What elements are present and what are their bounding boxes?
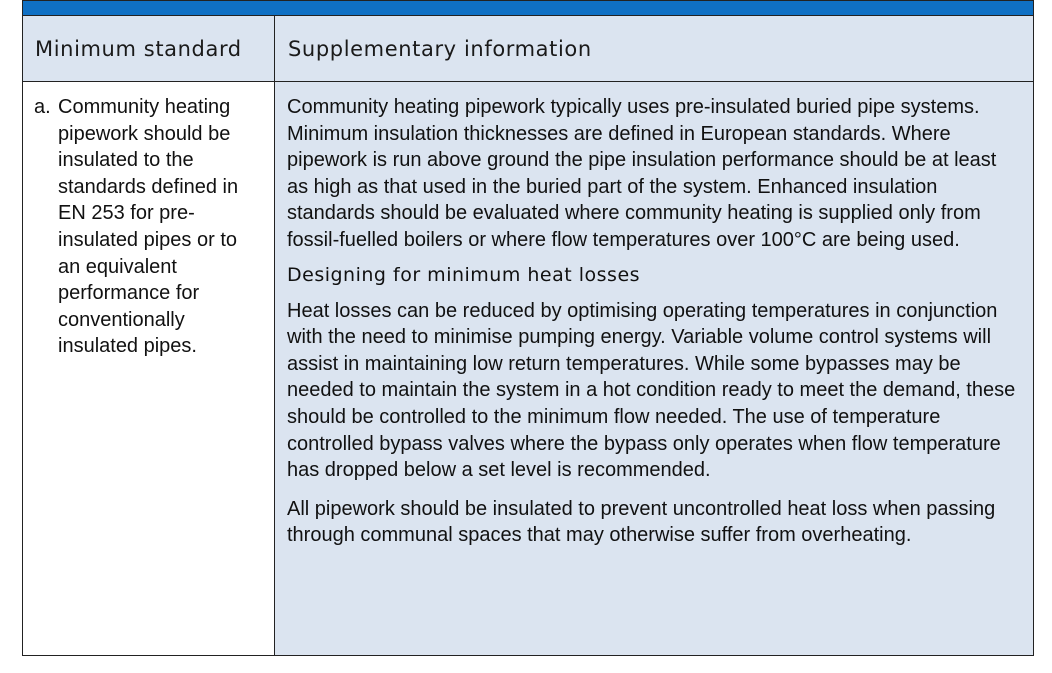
standard-item (34, 94, 274, 360)
table-accent-bar (23, 1, 1033, 15)
supplementary-paragraph-3: All pipework should be insulated to prevent uncontrolled heat loss when passing through communal spaces that may otherwise suffer from overheating. (287, 497, 996, 547)
supplementary-information-cell (274, 82, 1033, 655)
header-minimum-standard: Minimum standard (23, 16, 274, 81)
supplementary-paragraph-1: Community heating pipework typically uses pre-insulated buried pipe systems. Minimum insulation thicknesses are defined in European standards. Where pipework is run above ground the pipe insulation performance should be at least as high as that used in the buried part of the system. Enhanced insulation standards should be evaluated where community heating is supplied only from fossil-fuelled boilers or where flow temperatures over 100°C are being used. (287, 96, 997, 251)
supplementary-subheading: Designing for minimum heat losses (287, 263, 641, 286)
standard-item-text: Community heating pipework should be insulated to the standards defined in EN 253 for pre-insulated pipes or to an equivalent performance for conventionally insulated pipes. (58, 96, 239, 358)
supplementary-paragraph-2: Heat losses can be reduced by optimising operating temperatures in conjunction with the need to minimise pumping energy. Variable volume control systems will assist in maintaining low return temperatures. While some bypasses may be needed to maintain the system in a hot condition ready to meet the demand, these should be controlled to the minimum flow needed. The use of temperature controlled bypass valves where the bypass only operates when flow temperature has dropped below a set level is recommended. (287, 299, 1016, 482)
table-body-row (23, 82, 1033, 655)
standards-table (22, 0, 1034, 656)
header-supplementary-information: Supplementary information (274, 16, 1033, 81)
minimum-standard-cell (23, 82, 274, 655)
table-header-row (23, 15, 1033, 82)
standard-item-marker: a. (34, 96, 51, 118)
